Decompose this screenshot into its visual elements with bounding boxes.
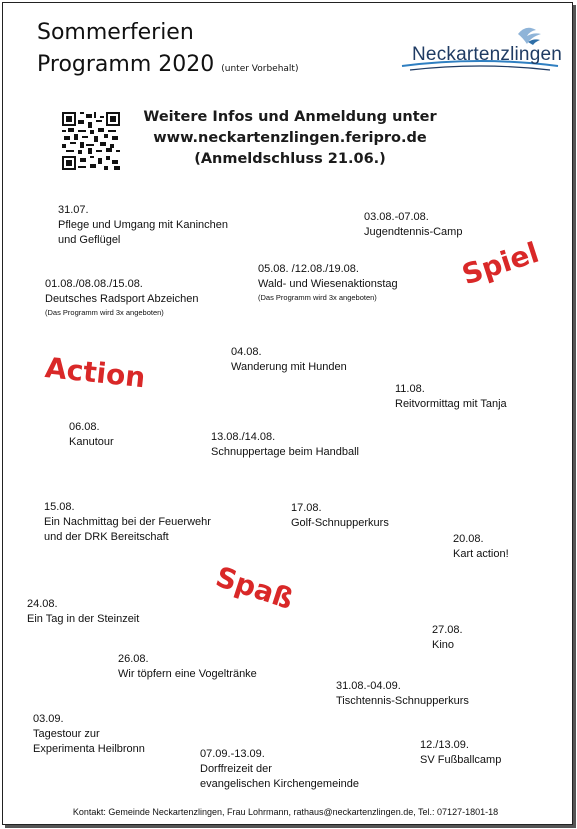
info-line-1: Weitere Infos und Anmeldung unter: [143, 109, 437, 125]
title-line-2: Programm 2020 (unter Vorbehalt): [37, 52, 299, 77]
event-item: 04.08. Wanderung mit Hunden: [231, 346, 347, 373]
event-item: 03.09. Tagestour zur Experimenta Heilbronn: [33, 713, 145, 755]
sticker-spass: Spaß: [211, 560, 298, 616]
event-item: 13.08./14.08. Schnuppertage beim Handball: [211, 431, 359, 458]
event-item: 15.08. Ein Nachmittag bei der Feuerwehr und der DRK Bereitschaft: [44, 501, 211, 543]
qr-code: [62, 112, 120, 170]
event-item: 31.08.-04.09. Tischtennis-Schnupperkurs: [336, 680, 469, 707]
sticker-action: Action: [43, 351, 147, 395]
event-item: 17.08. Golf-Schnupperkurs: [291, 502, 389, 529]
info-url[interactable]: www.neckartenzlingen.feripro.de: [153, 130, 427, 146]
poster-title: [37, 17, 298, 85]
event-item: 12./13.09. SV Fußballcamp: [420, 739, 502, 766]
event-item: 05.08. /12.08./19.08. Wald- und Wiesenaktionstag (Das Programm wird 3x angeboten): [258, 263, 398, 302]
event-item: 27.08. Kino: [432, 624, 463, 651]
event-item: 01.08./08.08./15.08. Deutsches Radsport Abzeichen (Das Programm wird 3x angeboten): [45, 278, 199, 317]
event-item: 20.08. Kart action!: [453, 533, 509, 560]
logo-text: Neckartenzlingen: [412, 44, 563, 65]
event-item: 31.07. Pflege und Umgang mit Kaninchen und Geflügel: [58, 204, 228, 246]
event-item: 07.09.-13.09. Dorffreizeit der evangelischen Kirchengemeinde: [200, 748, 359, 790]
info-deadline: (Anmeldschluss 21.06.): [194, 151, 386, 167]
event-item: 06.08. Kanutour: [69, 421, 114, 448]
event-item: 03.08.-07.08. Jugendtennis-Camp: [364, 211, 463, 238]
event-item: 11.08. Reitvormittag mit Tanja: [395, 383, 507, 410]
event-item: 24.08. Ein Tag in der Steinzeit: [27, 598, 140, 625]
registration-info: [140, 107, 440, 170]
title-line-1: Sommerferien: [37, 20, 194, 45]
event-item: 26.08. Wir töpfern eine Vogeltränke: [118, 653, 257, 680]
contact-footer: Kontakt: Gemeinde Neckartenzlingen, Frau Lohrmann, rathaus@neckartenzlingen.de, Tel.: 07127-1801-18: [72, 807, 499, 817]
municipality-logo: [400, 20, 563, 75]
title-note: (unter Vorbehalt): [221, 64, 299, 74]
sticker-spiel: Spiel: [458, 235, 543, 292]
